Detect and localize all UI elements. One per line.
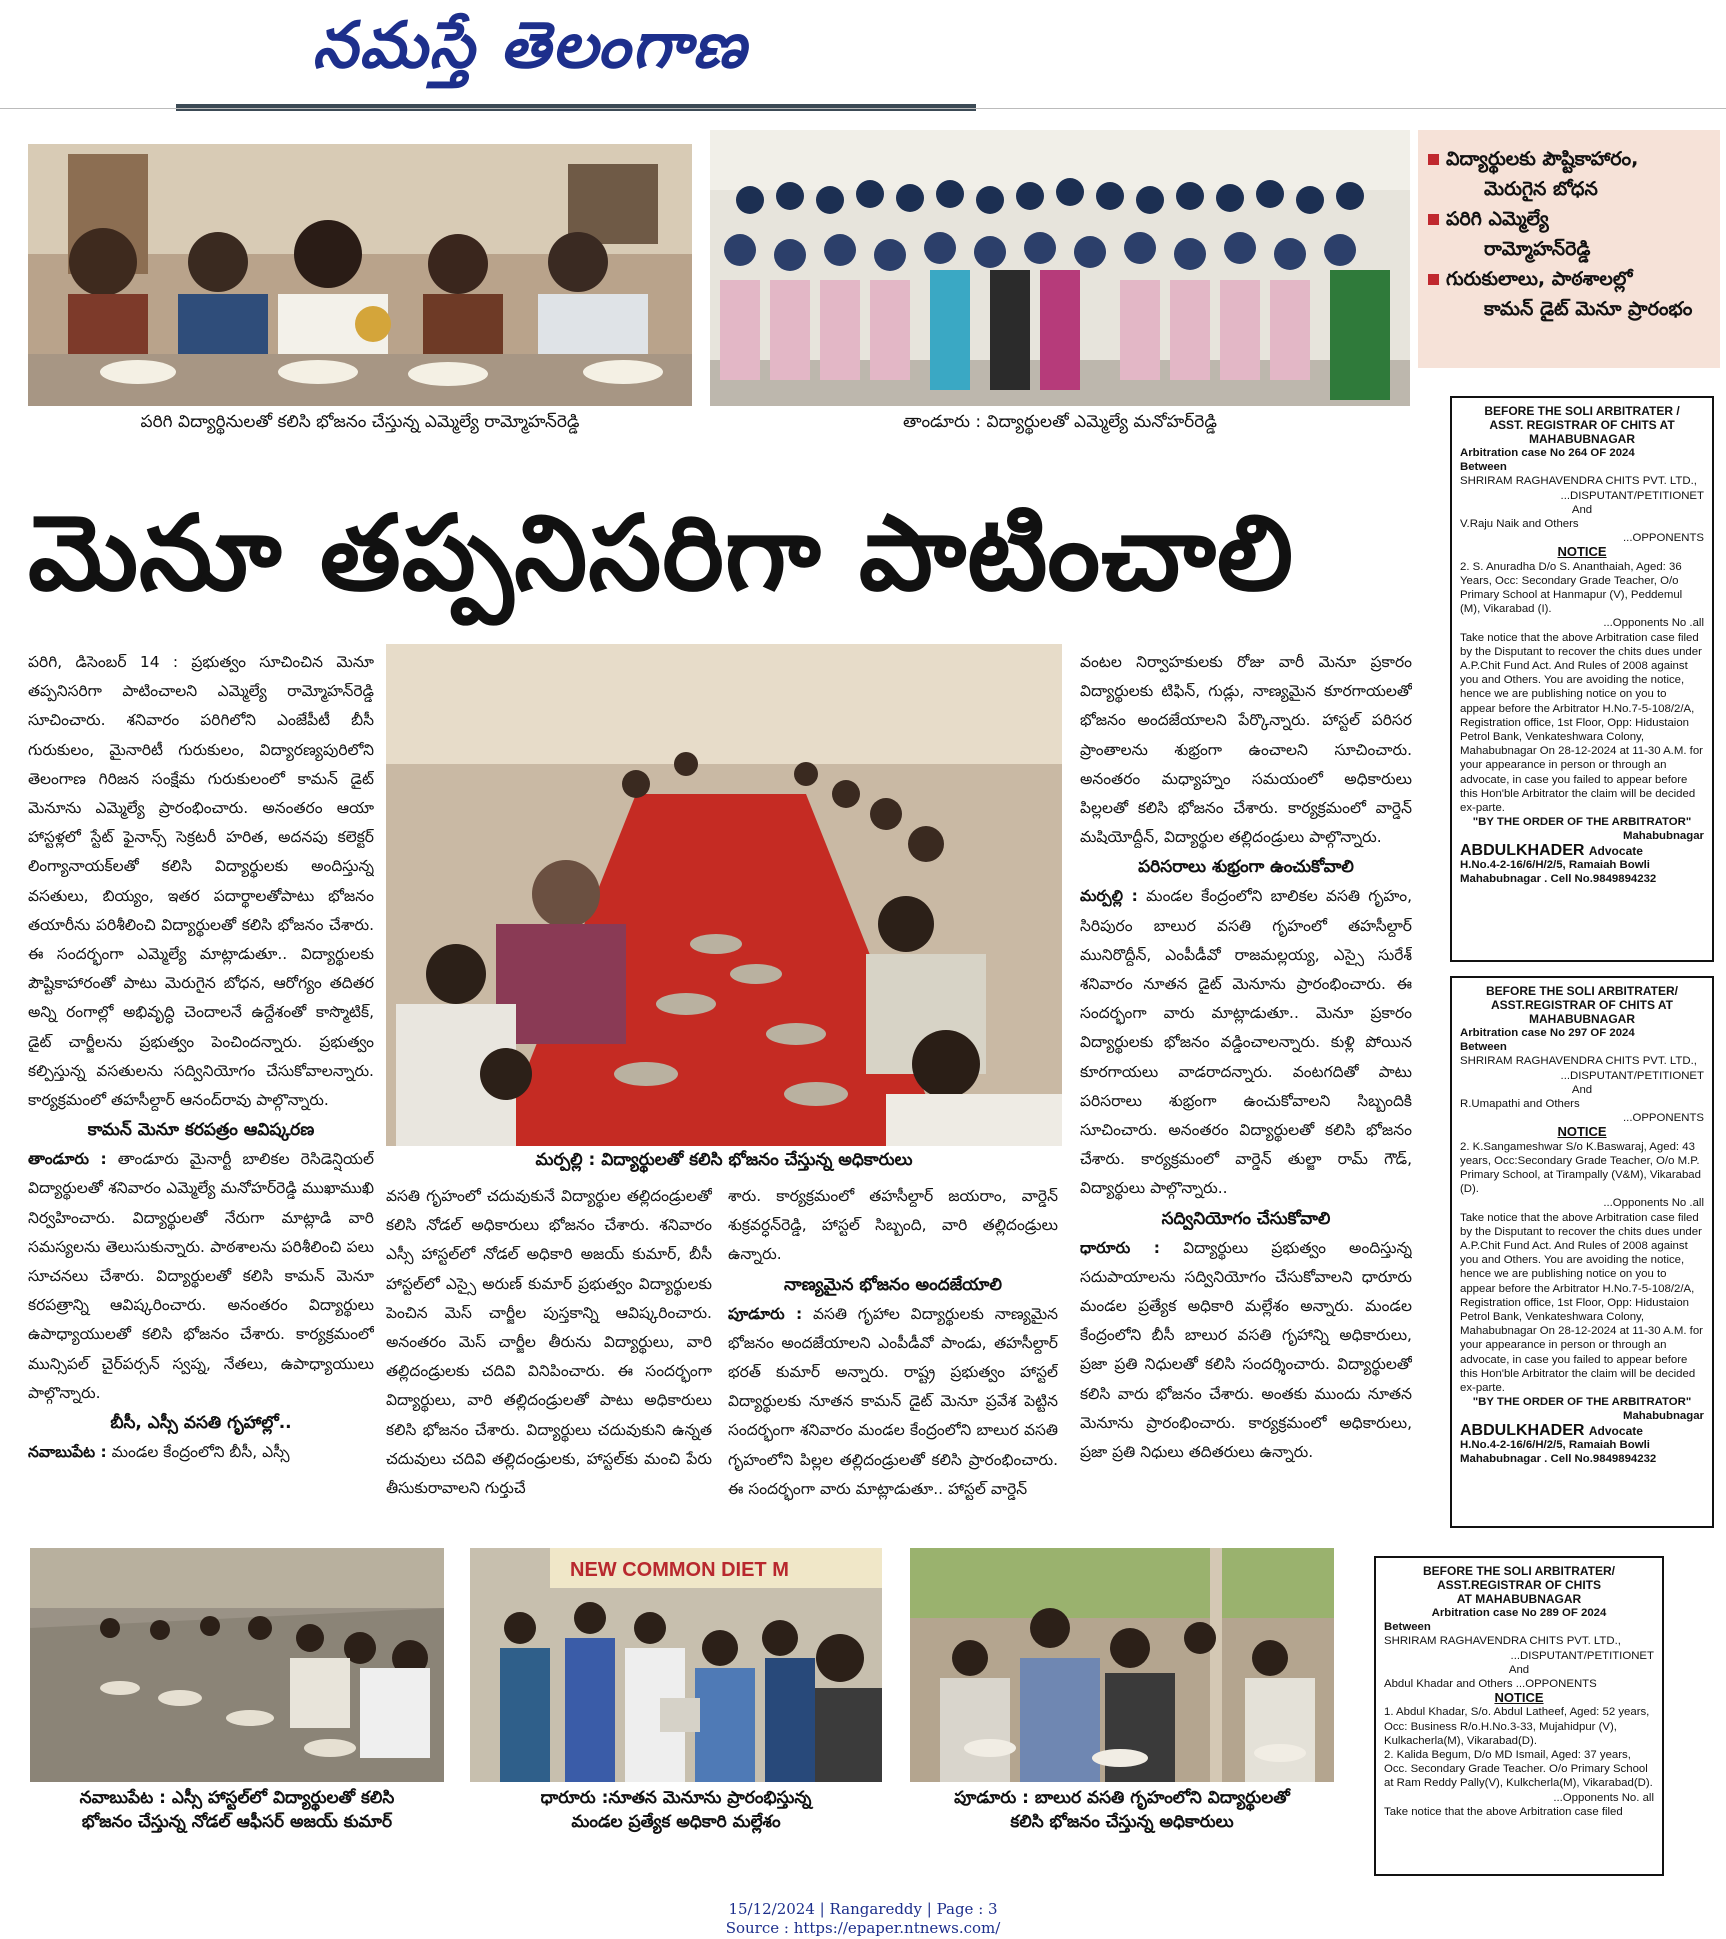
notice-case-number: Arbitration case No 264 OF 2024	[1460, 447, 1635, 459]
notice-between: Between	[1384, 1621, 1431, 1634]
notice-item: 2. S. Anuradha D/o S. Ananthaiah, Aged: 36 Years, Occ: Secondary Grade Teacher, O/o Primary School at Hanmapur (V), Peddemul (M), Vikarabad (I).	[1460, 560, 1683, 616]
notice-order: "BY THE ORDER OF THE ARBITRATOR"	[1472, 1396, 1692, 1409]
notice-party-role: ...DISPUTANT/PETITIONET	[1560, 489, 1704, 502]
photo-nawabpet-hostel-lunch	[30, 1548, 444, 1782]
highlight-item: విద్యార్థులకు పౌష్టికాహారం,	[1428, 144, 1710, 174]
legal-notice-289	[1374, 1556, 1664, 1876]
notice-party: R.Umapathi and Others	[1460, 1098, 1580, 1111]
notice-party: SHRIRAM RAGHAVENDRA CHITS PVT. LTD.,	[1384, 1635, 1621, 1648]
article-column-2	[386, 1182, 712, 1528]
notice-heading: ASST. REGISTRAR OF CHITS AT	[1489, 418, 1675, 432]
subheading: కామన్ మెనూ కరపత్రం ఆవిష్కరణ	[87, 1120, 315, 1141]
highlight-line: మెరుగైన బోధన	[1484, 178, 1598, 200]
highlight-line: కామన్ డైట్ మెనూ ప్రారంభం	[1484, 298, 1693, 320]
notice-item: 2. K.Sangameshwar S/o K.Baswaraj, Aged: 43 years, Occ:Secondary Grade Teacher, O/o M.P. Primary School, at Tirampally (V&M), Vikarabad (D).	[1460, 1140, 1701, 1196]
masthead	[0, 0, 1726, 110]
highlight-item: పరిగి ఎమ్మెల్యే	[1428, 204, 1710, 234]
svg-text:NEW COMMON DIET M: NEW COMMON DIET M	[570, 1559, 789, 1581]
bullet-icon	[1428, 214, 1439, 225]
notice-title: NOTICE	[1557, 1124, 1607, 1140]
newspaper-logo: నమస్తే తెలంగాణ	[312, 8, 748, 83]
notice-body: Take notice that the above Arbitration case filed	[1384, 1805, 1623, 1818]
bullet-icon	[1428, 154, 1439, 165]
notice-body: Take notice that the above Arbitration case filed by the Disputant to recover the chits dues under A.P.Chit Fund Act. And Rules of 2008 against you and Others. You are avoiding the notice, hence we are publishing notice on you to appear before the Arbitrator H.No.7-5-108/2/A, Registration office, 1st Floor, Opp: Hidustaion Petrol Bank, Venkateshwara Colony, Mahabubnagar On 28-12-2024 at 11-30 A.M. for your appearance in person or through an advocate, in case you failed to appear before this Hon'ble Arbitrator the claim will be decided ex-parte.	[1460, 631, 1703, 815]
main-headline: మెనూ తప్పనిసరిగా పాటించాలి	[28, 492, 1295, 614]
notice-advocate-address: H.No.4-2-16/6/H/2/5, Ramaiah Bowli	[1460, 858, 1650, 871]
notice-advocate-address: H.No.4-2-16/6/H/2/5, Ramaiah Bowli	[1460, 1438, 1650, 1451]
notice-opponents: ...Opponents No .all	[1603, 1197, 1704, 1210]
notice-order: "BY THE ORDER OF THE ARBITRATOR"	[1472, 816, 1692, 829]
article-column-3	[728, 1182, 1058, 1528]
notice-party-role: ...OPPONENTS	[1622, 1112, 1704, 1125]
paragraph: తాండూరు : తాండూరు మైనార్టీ బాలికల రెసిడెన్షియల్ విద్యార్థులతో శనివారం ఎమ్మెల్యే మనోహర్‌రెడ్డి ముఖాముఖి నిర్వహించారు. విద్యార్థులతో నేరుగా మాట్లాడి వారి సమస్యలను తెలుసుకున్నారు. పాఠశాలను పరిశీలించి పలు సూచనలు చేశారు. విద్యార్థులతో కలిసి కామన్ మెనూ కరపత్రాన్ని ఆవిష్కరించారు. అనంతరం విద్యార్థులు ఉపాధ్యాయులతో కలిసి భోజనం చేశారు. కార్యక్రమంలో మున్సిపల్ చైర్‌పర్సన్ స్వప్న, నేతలు, ఉపాధ్యాయులు పాల్గొన్నారు.	[28, 1150, 374, 1402]
photo-caption: పరిగి విద్యార్థినులతో కలిసి భోజనం చేస్తున్న ఎమ్మెల్యే రామ్మోహన్‌రెడ్డి	[140, 412, 580, 432]
notice-and: And	[1571, 1083, 1593, 1096]
notice-item: 2. Kalida Begum, D/o MD Ismail, Aged: 37 years, Occ. Secondary Grade Teacher. O/o Primary School at Ram Reddy Pally(V), Kulkcherla(M), Vikarabad(D).	[1384, 1749, 1653, 1790]
notice-party-role: ...DISPUTANT/PETITIONET	[1560, 1069, 1704, 1082]
photo-pudur-boys-hostel-lunch	[910, 1548, 1334, 1782]
notice-case-number: Arbitration case No 289 OF 2024	[1431, 1607, 1607, 1619]
notice-party-role: ...OPPONENTS	[1622, 532, 1704, 545]
photo-parigi-students-lunch	[28, 144, 692, 406]
notice-advocate: ABDULKHADER Advocate	[1460, 1421, 1643, 1439]
photo-marpalli-officials-lunch	[386, 644, 1062, 1146]
paragraph: వంటల నిర్వాహకులకు రోజు వారీ మెనూ ప్రకారం విద్యార్థులకు టిఫిన్, గుడ్లు, నాణ్యమైన కూరగాయలతో భోజనం అందజేయాలని పేర్కొన్నారు. హాస్టల్ పరిసర ప్రాంతాలను శుభ్రంగా ఉంచాలని సూచించారు. అనంతరం మధ్యాహ్నం సమయంలో అధికారులు పిల్లలతో కలిసి భోజనం చేశారు. కార్యక్రమంలో వార్డెన్ మషియోద్దీన్, విద్యార్థుల తల్లిదండ్రులు పాల్గొన్నారు.	[1080, 653, 1412, 847]
notice-party: SHRIRAM RAGHAVENDRA CHITS PVT. LTD.,	[1460, 475, 1697, 488]
subheading: సద్వినియోగం చేసుకోవాలి	[1161, 1208, 1331, 1229]
notice-title: NOTICE	[1494, 1690, 1544, 1706]
bullet-icon	[1428, 274, 1439, 285]
highlights-box	[1418, 130, 1720, 368]
notice-between: Between	[1460, 461, 1507, 474]
paragraph: శారు. కార్యక్రమంలో తహసీల్దార్ జయరాం, వార్డెన్ శుక్రవర్ధన్‌రెడ్డి, హాస్టల్ సిబ్బంది, వారి తల్లిదండ్రులు ఉన్నారు.	[728, 1187, 1058, 1264]
notice-place: Mahabubnagar	[1622, 1410, 1704, 1423]
article-column-4	[1080, 648, 1412, 1528]
paragraph: నవాబుపేట : మండల కేంద్రంలోని బీసీ, ఎస్సీ	[28, 1443, 290, 1462]
footer-date-edition: 15/12/2024 | Rangareddy | Page : 3	[728, 1900, 998, 1918]
notice-place: Mahabubnagar	[1622, 830, 1704, 843]
notice-party-line: Abdul Khadar and Others ...OPPONENTS	[1384, 1678, 1597, 1691]
paragraph: వసతి గృహంలో చదువుకునే విద్యార్థుల తల్లిదండ్రులతో కలిసి నోడల్ అధికారులు భోజనం చేశారు. శనివారం ఎస్సీ హాస్టల్‌లో నోడల్ అధికారి అజయ్ కుమార్, బీసీ హాస్టల్‌లో ఎస్సై అరుణ్ కుమార్ ప్రభుత్వం విద్యార్థులకు పెంచిన మెస్ చార్జీల పుస్తకాన్ని ఆవిష్కరించారు. అనంతరం మెస్ చార్జీల తీరును విద్యార్థులు, వారి తల్లిదండ్రులకు చదివి వినిపించారు. ఈ సందర్భంగా విద్యార్థులు, వారి తల్లిదండ్రులతో పాటు అధికారులు కలిసి భోజనం చేశారు. విద్యార్థులు చదువుకుని ఉన్నత చదువులు చదివి తల్లిదండ్రులకు, హాస్టల్‌కు మంచి పేరు తీసుకురావాలని గుర్తుచే	[386, 1187, 712, 1498]
subheading: బీసీ, ఎస్సీ వసతి గృహాల్లో..	[110, 1413, 292, 1434]
notice-title: NOTICE	[1557, 544, 1607, 560]
notice-item: 1. Abdul Khadar, S/o. Abdul Latheef, Aged: 52 years, Occ: Business R/o.H.No.3-33, Mujahidpur (V), Kulkacherla(M), Vikarabad(D).	[1384, 1706, 1650, 1747]
subheading: నాణ్యమైన భోజనం అందజేయాలి	[784, 1274, 1002, 1295]
notice-opponents: ...Opponents No .all	[1603, 617, 1704, 630]
photo-tandur-students-group	[710, 130, 1410, 406]
paragraph: పూడూరు : వసతి గృహాల విద్యార్థులకు నాణ్యమైన భోజనం అందజేయాలని ఎంపీడీవో పాండు, తహసీల్దార్ భరత్ కుమార్ అన్నారు. రాష్ట్ర ప్రభుత్వం హాస్టల్ విద్యార్థులకు నూతన కామన్ డైట్ మెనూ ప్రవేశ పెట్టిన సందర్భంగా శనివారం మండల కేంద్రంలోని బాలుర వసతి గృహంలోని పిల్లల తల్లిదండ్రులతో కలిసి ప్రారంభించారు. ఈ సందర్భంగా వారు మాట్లాడుతూ.. హాస్టల్ వార్డెన్	[728, 1304, 1058, 1498]
notice-party: V.Raju Naik and Others	[1460, 518, 1579, 531]
footer-source-link[interactable]: Source : https://epaper.ntnews.com/	[725, 1919, 1001, 1937]
notice-between: Between	[1460, 1041, 1507, 1054]
subheading: పరిసరాలు శుభ్రంగా ఉంచుకోవాలి	[1138, 857, 1354, 878]
highlight-item: గురుకులాలు, పాఠశాలల్లో	[1428, 264, 1710, 294]
photo-caption: ధారూరు :నూతన మెనూను ప్రారంభిస్తున్న మండల ప్రత్యేక అధికారి మల్లేశం	[540, 1788, 812, 1832]
notice-heading: BEFORE THE SOLI ARBITRATER/	[1486, 984, 1678, 998]
notice-heading: MAHABUBNAGAR	[1529, 1012, 1635, 1026]
paragraph: ధారూరు : విద్యార్థులు ప్రభుత్వం అందిస్తున్న సదుపాయాలను సద్వినియోగం చేసుకోవాలని ధారూరు మండల ప్రత్యేక అధికారి మల్లేశం అన్నారు. మండల కేంద్రంలోని బీసీ బాలుర వసతి గృహాన్ని అధికారులు, ప్రజా ప్రతి నిధులతో కలిసి సందర్శించారు. విద్యార్థులతో కలిసి వారు భోజనం చేశారు. అంతకు ముందు నూతన మెనూను ప్రారంభించారు. కార్యక్రమంలో అధికారులు, ప్రజా ప్రతి నిధులు తదితరులు ఉన్నారు.	[1080, 1238, 1412, 1462]
paragraph: పరిగి, డిసెంబర్ 14 : ప్రభుత్వం సూచించిన మెనూ తప్పనిసరిగా పాటించాలని ఎమ్మెల్యే రామ్మోహన్‌రెడ్డి సూచించారు. శనివారం పరిగిలోని ఎంజేపీటీ బీసీ గురుకులం, మైనారిటీ గురుకులం, విద్యారణ్యపురిలోని తెలంగాణ గిరిజన సంక్షేమ గురుకులంలో కామన్ డైట్ మెనూను ఎమ్మెల్యే ప్రారంభించారు. అనంతరం ఆయా హాస్టళ్లలో స్టేట్ ఫైనాన్స్ సెక్రటరీ హరిత, అదనపు కలెక్టర్ లింగ్యానాయక్‌లతో కలిసి విద్యార్థులకు అందిస్తున్న వసతులు, బియ్యం, ఇతర పదార్థాలతోపాటు భోజనం తయారీను పరిశీలించి విద్యార్థులతో కలిసి భోజనం చేశారు. ఈ సందర్భంగా ఎమ్మెల్యే మాట్లాడుతూ.. విద్యార్థులకు పౌష్టికాహారంతో పాటు మెరుగైన బోధన, ఆరోగ్యం తదితర అన్ని రంగాల్లో అభివృద్ధి చెందాలనే ఉద్దేశంతో కాస్మొటిక్, డైట్ చార్జీలను ప్రభుత్వం పెంచిందన్నారు. ప్రభుత్వం కల్పిస్తున్న వసతులను సద్వినియోగం చేసుకోవాలన్నారు. కార్యక్రమంలో తహసీల్దార్ ఆనంద్‌రావు పాల్గొన్నారు.	[28, 653, 374, 1110]
notice-advocate-cell: Mahabubnagar . Cell No.9849894232	[1460, 1453, 1657, 1466]
photo-caption: నవాబుపేట : ఎస్సీ హాస్టల్‌లో విద్యార్థులతో కలిసి భోజనం చేస్తున్న నోడల్ ఆఫీసర్ అజయ్ కుమార్	[79, 1788, 395, 1832]
notice-case-number: Arbitration case No 297 OF 2024	[1460, 1027, 1635, 1039]
notice-party: SHRIRAM RAGHAVENDRA CHITS PVT. LTD.,	[1460, 1055, 1697, 1068]
photo-caption: తాండూరు : విద్యార్థులతో ఎమ్మెల్యే మనోహర్‌రెడ్డి	[903, 412, 1217, 432]
notice-and: And	[1508, 1663, 1530, 1676]
notice-heading: BEFORE THE SOLI ARBITRATER/	[1423, 1564, 1615, 1578]
article-column-1	[28, 648, 374, 1528]
highlight-line: రామ్మోహన్‌రెడ్డి	[1484, 238, 1591, 260]
notice-heading: MAHABUBNAGAR	[1529, 432, 1635, 446]
notice-and: And	[1571, 503, 1593, 516]
notice-heading: BEFORE THE SOLI ARBITRATER /	[1484, 404, 1680, 418]
paragraph: మర్పల్లి : మండల కేంద్రంలోని బాలికల వసతి గృహం, సిరిపురం బాలుర వసతి గృహంలో తహసీల్దార్ మునిరొద్దీన్, ఎంపీడీవో రాజమల్లయ్య, ఎస్సై సురేశ్ శనివారం నూతన డైట్ మెనూను ప్రారంభించారు. ఈ సందర్భంగా వారు మాట్లాడుతూ.. మెనూ ప్రకారం విద్యార్థులకు భోజనం వడ్డించాలన్నారు. కుళ్లి పోయిన కూరగాయలు వాడరాదన్నారు. వంటగదితో పాటు పరిసరాలు శుభ్రంగా ఉంచుకోవాలని సిబ్బందికి సూచించారు. అనంతరం విద్యార్థులతో కలిసి భోజనం చేశారు. కార్యక్రమంలో వార్డెన్ తుల్జా రామ్ గౌడ్, విద్యార్థులు పాల్గొన్నారు..	[1080, 887, 1412, 1198]
legal-notice-264	[1450, 396, 1714, 962]
notice-body: Take notice that the above Arbitration case filed by the Disputant to recover the chits dues under A.P.Chit Fund Act. And Rules of 2008 against you and Others. You are avoiding the notice, hence we are publishing notice on you to appear before the Arbitrator H.No.7-5-108/2/A, Registration office, 1st Floor, Opp: Hidustaion Petrol Bank, Venkateshwara Colony, Mahabubnagar On 28-12-2024 at 11-30 A.M. for your appearance in person or through an advocate, in case you failed to appear before this Hon'ble Arbitrator the claim will be decided ex-parte.	[1460, 1211, 1703, 1395]
notice-heading: AT MAHABUBNAGAR	[1456, 1592, 1582, 1606]
masthead-underline	[0, 108, 1726, 109]
notice-party-role: ...DISPUTANT/PETITIONET	[1510, 1649, 1654, 1662]
photo-dharur-new-menu-launch	[470, 1548, 882, 1782]
notice-advocate-cell: Mahabubnagar . Cell No.9849894232	[1460, 873, 1657, 886]
notice-heading: ASST.REGISTRAR OF CHITS	[1436, 1578, 1601, 1592]
legal-notice-297	[1450, 976, 1714, 1528]
notice-heading: ASST.REGISTRAR OF CHITS AT	[1490, 998, 1673, 1012]
notice-opponents: ...Opponents No. all	[1553, 1791, 1654, 1804]
notice-advocate: ABDULKHADER Advocate	[1460, 841, 1643, 859]
page-footer	[0, 1900, 1726, 1938]
photo-caption: మర్పల్లి : విద్యార్థులతో కలిసి భోజనం చేస్తున్న అధికారులు	[535, 1150, 913, 1170]
photo-caption: పూడూరు : బాలుర వసతి గృహంలోని విద్యార్థులతో కలిసి భోజనం చేస్తున్న అధికారులు	[954, 1788, 1290, 1832]
